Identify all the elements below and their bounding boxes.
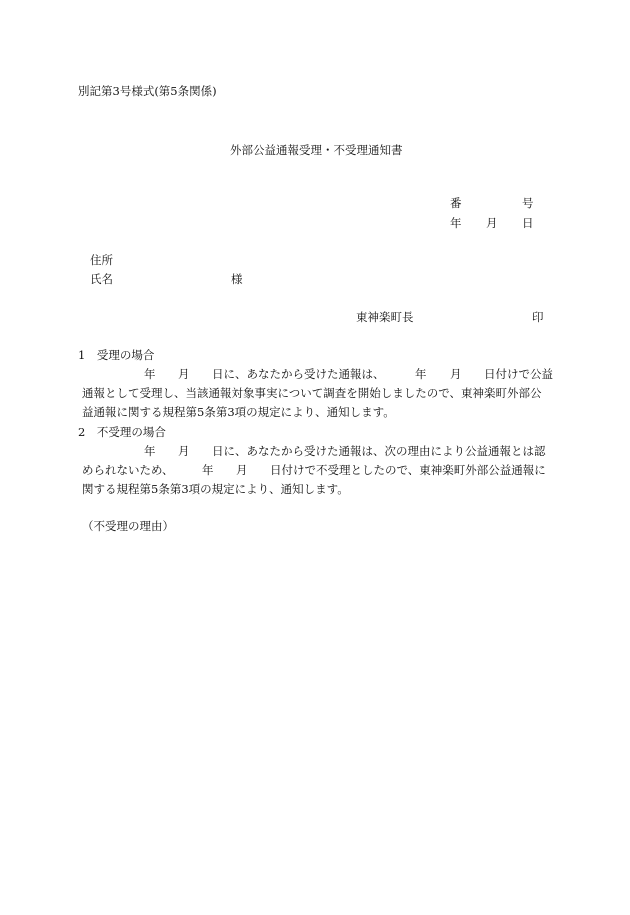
s1-line-2: 通報として受理し、当該通報対象事実について調査を開始しましたので、東神楽町外部公 bbox=[82, 386, 542, 400]
s2-year: 年 bbox=[144, 444, 156, 458]
s1-month: 月 bbox=[178, 367, 190, 381]
s2-text-1: 日に、あなたから受けた通報は、次の理由により公益通報とは認 bbox=[212, 444, 546, 458]
reference-number-suffix: 号 bbox=[522, 196, 534, 210]
s1-year-2: 年 bbox=[415, 367, 427, 381]
rejection-reason-label: （不受理の理由） bbox=[82, 519, 174, 533]
recipient-name-label: 氏名 bbox=[90, 272, 113, 286]
issue-date-day: 日 bbox=[522, 216, 534, 230]
recipient-address-label: 住所 bbox=[90, 253, 113, 267]
issuer-name: 東神楽町長 bbox=[356, 310, 414, 324]
form-reference: 別記第3号様式(第5条関係) bbox=[78, 84, 217, 98]
s2-year-2: 年 bbox=[202, 463, 214, 477]
s2-month: 月 bbox=[178, 444, 190, 458]
s2-month-2: 月 bbox=[236, 463, 248, 477]
issue-date-month: 月 bbox=[486, 216, 498, 230]
s1-line-3: 益通報に関する規程第5条第3項の規定により、通知します。 bbox=[82, 405, 395, 419]
section-2-heading: 2 不受理の場合 bbox=[78, 425, 166, 439]
s2-line-3: 関する規程第5条第3項の規定により、通知します。 bbox=[82, 482, 349, 496]
issue-date-year: 年 bbox=[450, 216, 462, 230]
seal-mark: 印 bbox=[532, 310, 544, 324]
document-title: 外部公益通報受理・不受理通知書 bbox=[230, 143, 403, 157]
s2-text-2b: 日付けで不受理としたので、東神楽町外部公益通報に bbox=[270, 463, 546, 477]
s1-text-b: 日付けで公益 bbox=[484, 367, 553, 381]
reference-number-label: 番 bbox=[450, 196, 462, 210]
section-1-heading: 1 受理の場合 bbox=[78, 348, 155, 362]
s1-month-2: 月 bbox=[450, 367, 462, 381]
s1-year: 年 bbox=[144, 367, 156, 381]
recipient-honorific: 様 bbox=[231, 272, 243, 286]
s2-text-2a: められないため、 bbox=[82, 463, 174, 477]
s1-text-a: 日に、あなたから受けた通報は、 bbox=[212, 367, 385, 381]
